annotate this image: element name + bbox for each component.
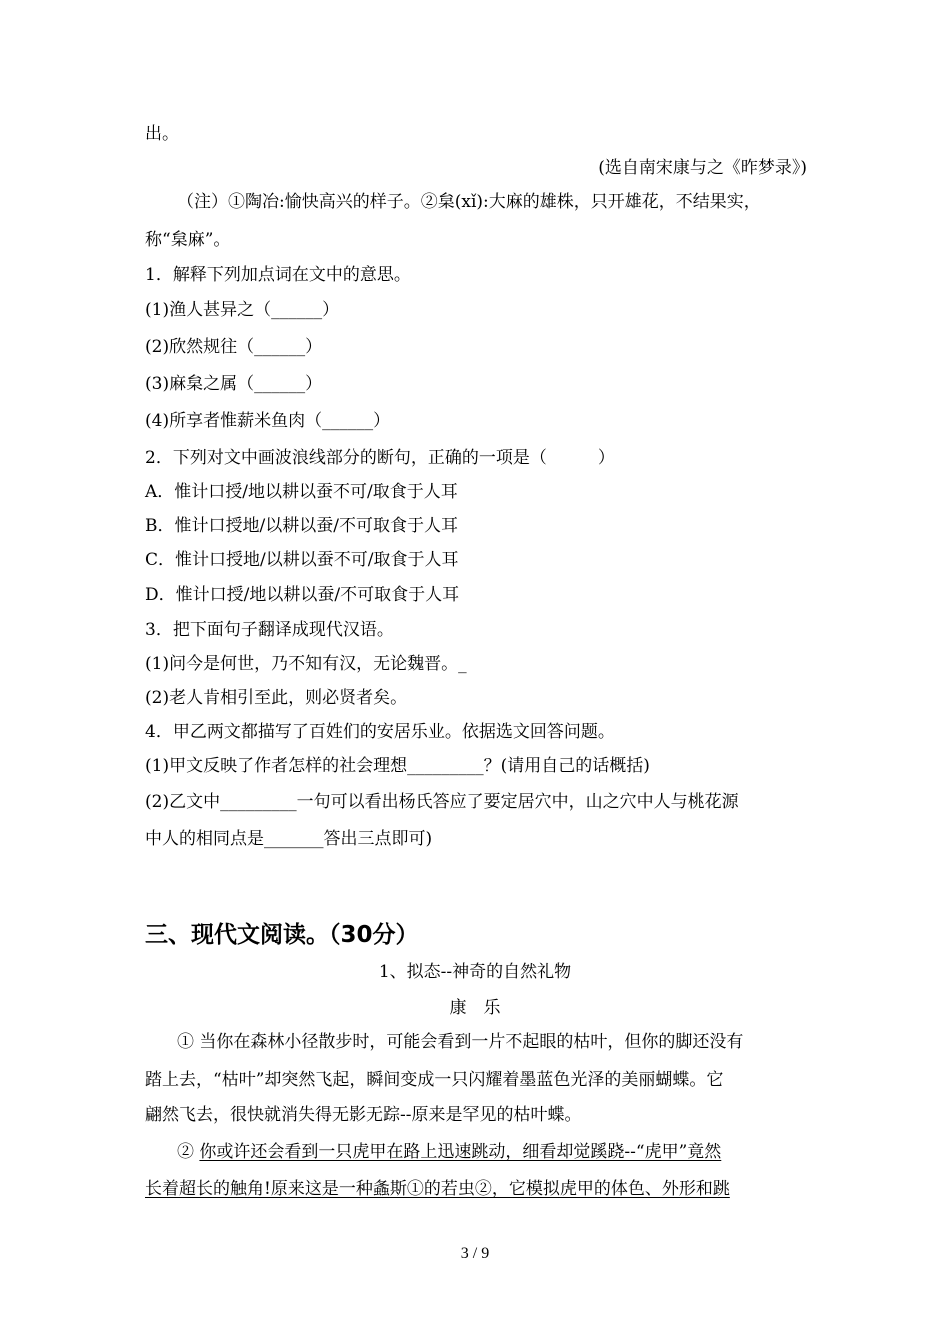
section-heading: 三、现代文阅读。（30分）: [145, 922, 419, 948]
question-1-item: (4)所享者惟薪米鱼肉（______）: [145, 411, 391, 431]
question-4: 4．甲乙两文都描写了百姓们的安居乐业。依据选文回答问题。: [145, 722, 615, 742]
paragraph-line: [177, 1140, 721, 1164]
annotation-note: （注）①陶冶:愉快高兴的样子。②枲(xǐ):大麻的雄株，只开雄花，不结果实，: [177, 192, 761, 212]
option-c: C．惟计口授地/以耕以蚕不可/取食于人耳: [145, 550, 459, 570]
question-1-item: (3)麻枲之属（______）: [145, 374, 323, 394]
question-3-item: (1)问今是何世，乃不知有汉，无论魏晋。_: [145, 654, 467, 674]
question-2: 2．下列对文中画波浪线部分的断句，正确的一项是（ ）: [145, 448, 615, 468]
article-author: 康 乐: [449, 998, 501, 1018]
underlined-text: 你或许还会看到一只虎甲在路上迅速跳动，细看却觉蹊跷--“虎甲”竟然: [199, 1142, 722, 1162]
paragraph-line: ① 当你在森林小径散步时，可能会看到一片不起眼的枯叶，但你的脚还没有: [177, 1032, 744, 1052]
source-citation: (选自南宋康与之《昨梦录》): [598, 158, 807, 178]
question-1-item: (1)渔人甚异之（______）: [145, 300, 340, 320]
question-3-item: (2)老人肯相引至此，则必贤者矣。: [145, 688, 408, 708]
text-line: 出。: [145, 124, 179, 144]
paragraph-line: 翩然飞去，很快就消失得无影无踪--原来是罕见的枯叶蝶。: [145, 1105, 582, 1125]
paragraph-number: ②: [177, 1142, 200, 1162]
article-title: 1、拟态--神奇的自然礼物: [378, 962, 572, 982]
option-d: D．惟计口授/地以耕以蚕/不可取食于人耳: [145, 585, 460, 605]
text-line: 中人的相同点是_______答出三点即可): [145, 829, 433, 849]
question-4-item: (1)甲文反映了作者怎样的社会理想_________？(请用自己的话概括): [145, 756, 650, 776]
underlined-text: 长着超长的触角!原来这是一种螽斯①的若虫②，它模拟虎甲的体色、外形和跳: [145, 1179, 730, 1199]
question-3: 3．把下面句子翻译成现代汉语。: [145, 620, 394, 640]
question-1-item: (2)欣然规往（______）: [145, 337, 323, 357]
text-line: 称“枲麻”。: [145, 230, 231, 250]
paragraph-line: 踏上去，“枯叶”却突然飞起，瞬间变成一只闪耀着墨蓝色光泽的美丽蝴蝶。它: [145, 1070, 724, 1090]
option-a: A．惟计口授/地以耕以蚕不可/取食于人耳: [145, 482, 458, 502]
page-number: 3 / 9: [460, 1245, 490, 1262]
option-b: B．惟计口授地/以耕以蚕/不可取食于人耳: [145, 516, 458, 536]
question-1: 1．解释下列加点词在文中的意思。: [145, 265, 411, 285]
question-4-item: (2)乙文中_________一句可以看出杨氏答应了要定居穴中，山之穴中人与桃花源: [145, 792, 739, 812]
